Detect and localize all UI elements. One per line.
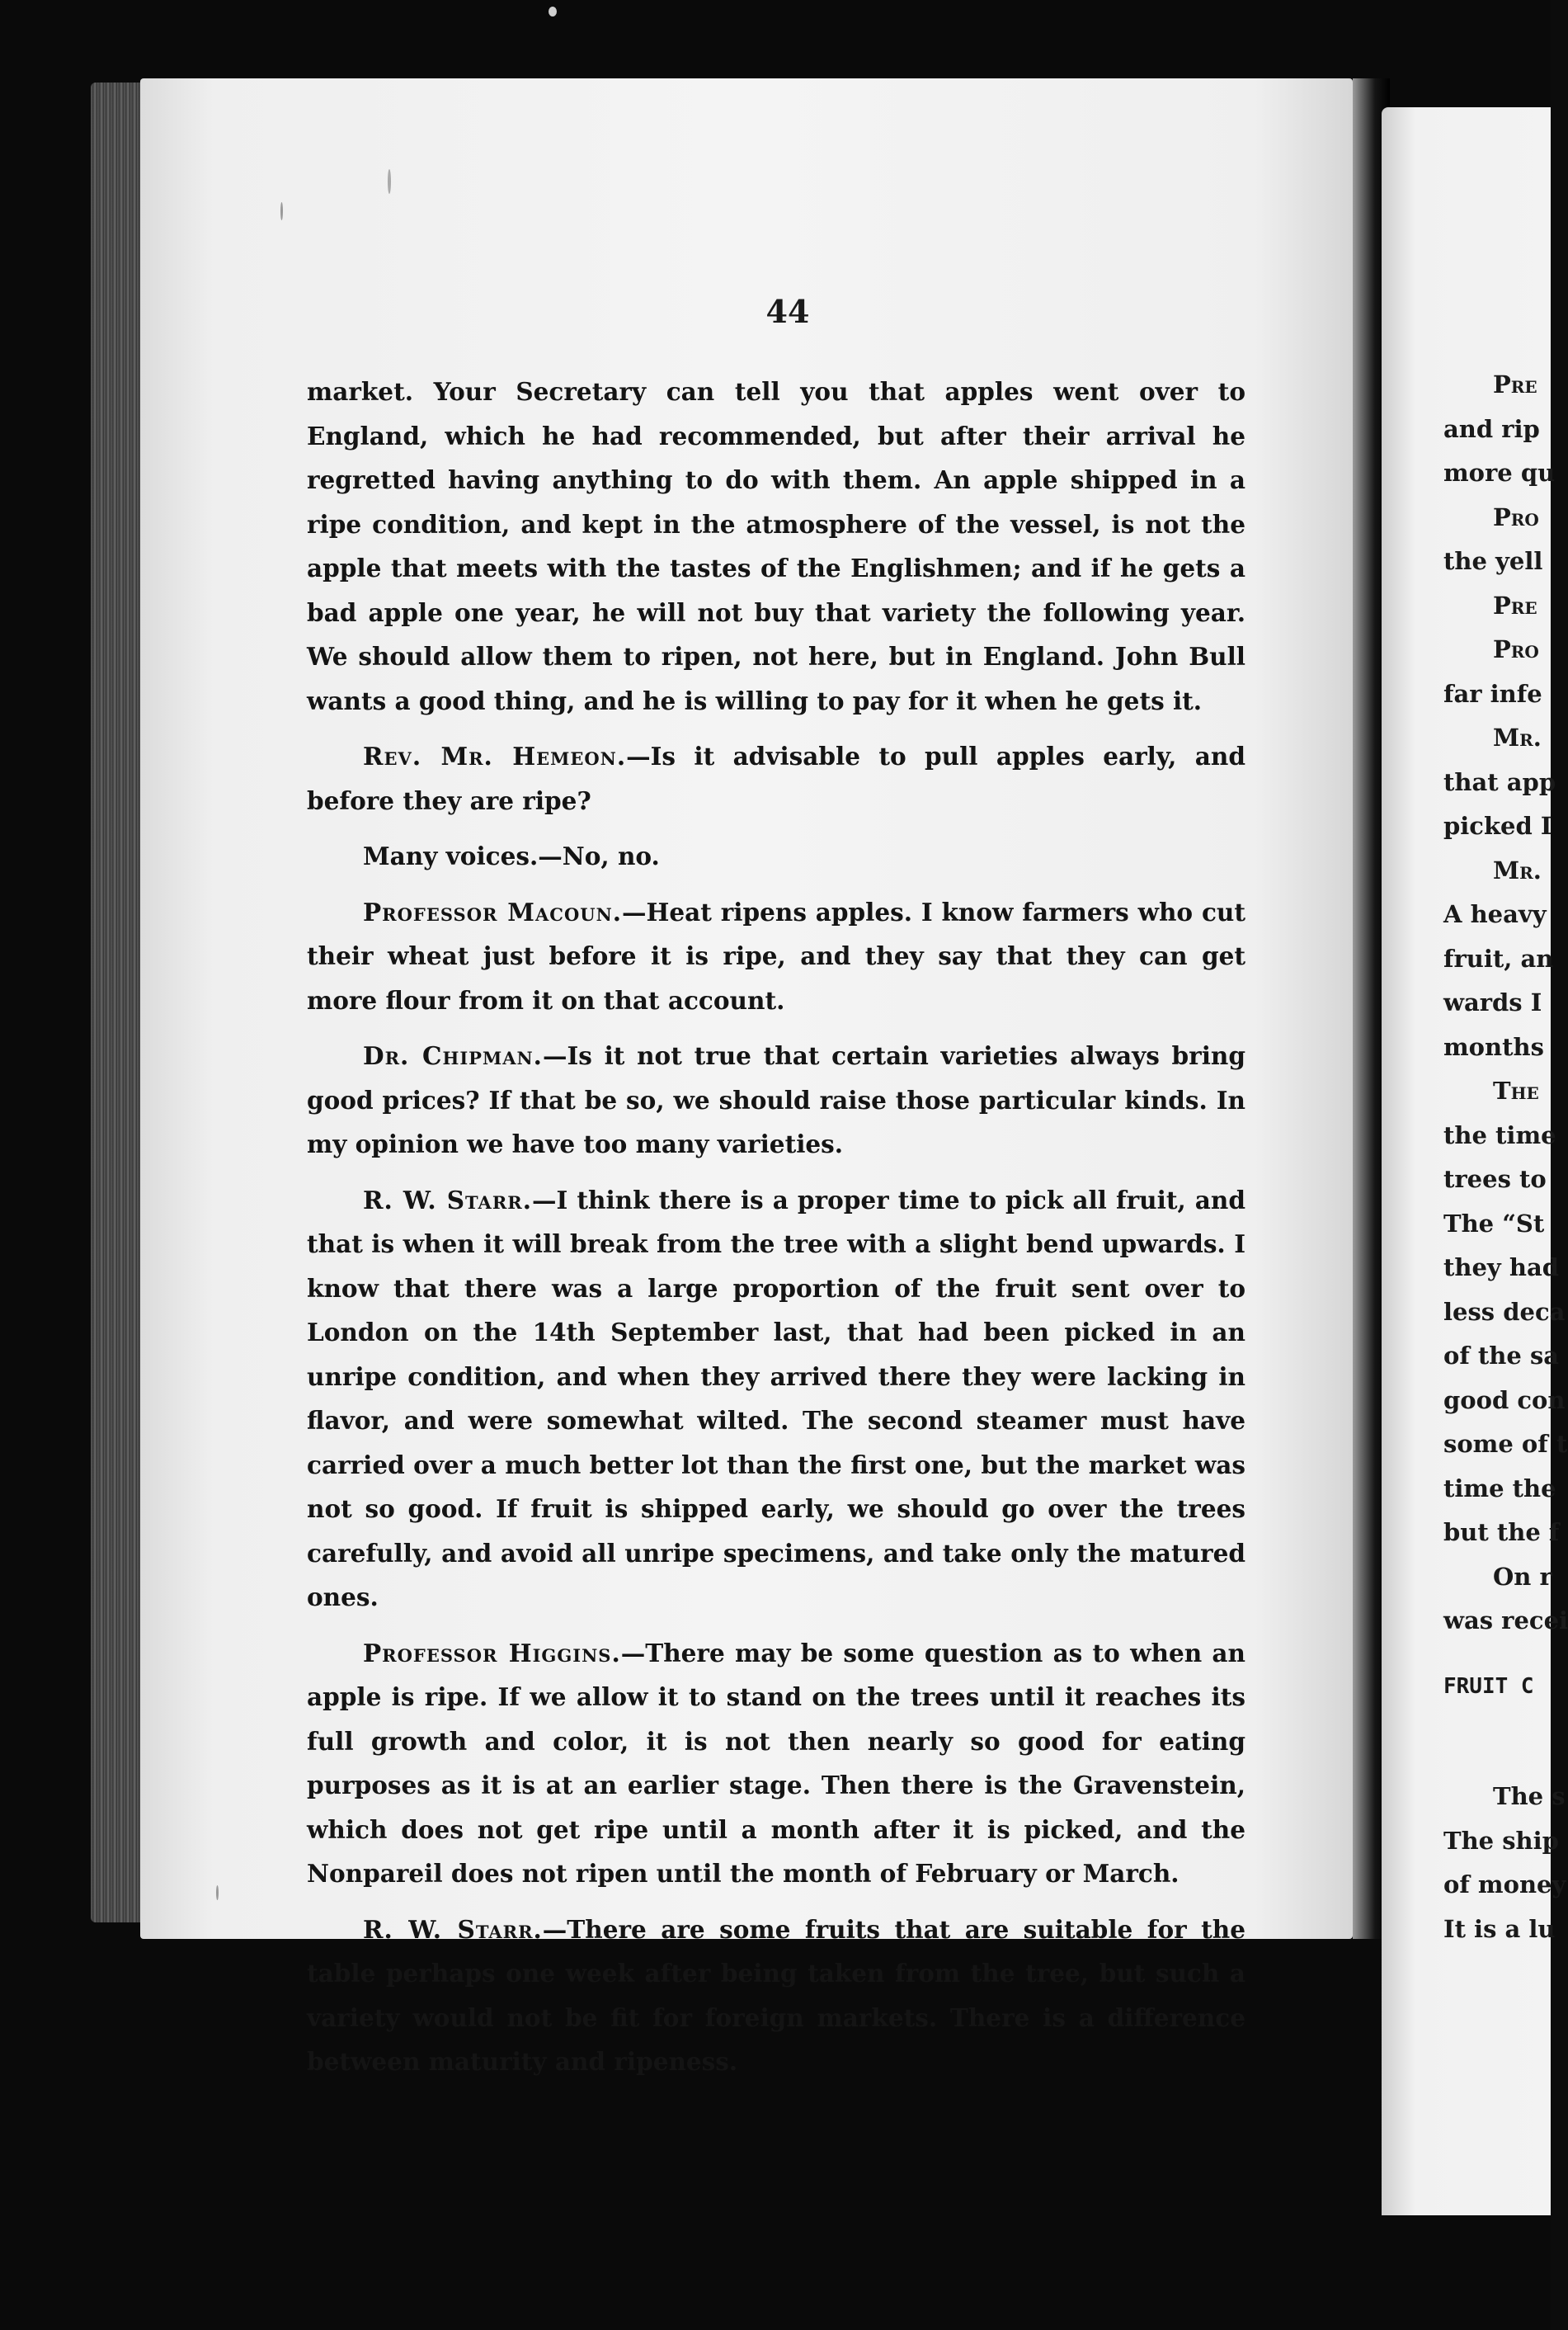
speaker-name: R. W. Starr. — [363, 1185, 532, 1215]
fragment: The s — [1493, 1782, 1566, 1810]
fragment: Pro — [1493, 502, 1539, 531]
paragraph — [307, 734, 1245, 823]
fragment: they had — [1443, 1253, 1560, 1281]
fragment: of money — [1443, 1870, 1566, 1898]
fragment: Pro — [1493, 635, 1539, 663]
fragment: good con — [1443, 1385, 1566, 1414]
fragment: The — [1493, 1077, 1539, 1105]
paragraph-text: —Is it advisable to pull apples early, and before they are ripe? — [307, 742, 1245, 815]
fragment: the time — [1443, 1120, 1556, 1149]
right-page-text-fragments — [1443, 363, 1568, 1951]
fragment: was recei — [1443, 1606, 1568, 1634]
paragraph-text: —I think there is a proper time to pick all fruit, and that is when it will break from the tree with a slight bend upwards. I know that there was a large proportion of the fruit sent over to London on the 14th September last, that had been picked in an unripe condition, and when they arrived there they were lacking in flavor, and were somewhat wilted. The second steamer must have carried over a much better lot than the first one, but the market was not so good. If fruit is shipped early, we should go over the trees carefully, and avoid all unripe specimens, and take only the matured ones. — [307, 1185, 1245, 1611]
speaker-name: Professor Macoun. — [363, 897, 623, 927]
paragraph — [307, 1631, 1245, 1896]
book-page-edges — [91, 83, 142, 1922]
fragment: fruit, an — [1443, 944, 1554, 973]
scan-speck — [388, 169, 391, 194]
page-number: 44 — [765, 293, 810, 330]
fragment: that app — [1443, 767, 1556, 796]
scan-speck — [216, 1885, 219, 1900]
paragraph-text: —There may be some question as to when an apple is ripe. If we allow it to stand on the trees until it reaches its full growth and color, it is not then nearly so good for eating purposes as it is at an earlier stage. Then there is the Gravenstein, which does not get ripe until a month after it is picked, and the Nonpareil does not ripen until the month of February or March. — [307, 1638, 1245, 1888]
fragment: Mr. — [1493, 724, 1542, 752]
paragraph — [307, 370, 1245, 723]
paragraph-text: —There are some fruits that are suitable for the table perhaps one week after being taken from the tree, but such a variety would not be fit for foreign markets. There is a difference between maturity and ripeness. — [307, 1914, 1245, 2076]
speaker-name: Professor Higgins. — [363, 1638, 621, 1667]
fragment: A heavy — [1443, 900, 1547, 928]
fragment: On r — [1493, 1562, 1552, 1591]
paragraph — [307, 1908, 1245, 2084]
scan-speck — [280, 202, 283, 220]
paragraph — [307, 1034, 1245, 1167]
fragment: It is a lu — [1443, 1914, 1556, 1943]
fragment: Pre — [1493, 591, 1537, 620]
fragment: less deca — [1443, 1297, 1566, 1326]
scan-speck — [549, 7, 557, 17]
speaker-name: Dr. Chipman. — [363, 1041, 543, 1070]
fragment: months — [1443, 1032, 1544, 1061]
fragment: Mr. — [1493, 856, 1542, 884]
fragment: more qu — [1443, 459, 1556, 487]
fragment: trees to — [1443, 1165, 1547, 1193]
fragment: The “St — [1443, 1209, 1545, 1238]
fragment: picked I — [1443, 812, 1552, 840]
fragment: the yell — [1443, 547, 1543, 575]
paragraph-text: market. Your Secretary can tell you that apples went over to England, which he had recommended, but after their arrival he regretted having anything to do with them. An apple shipped in a ripe condition, and kept in the atmosphere of the vessel, is not the apple that meets with the tastes of the Englishmen; and if he gets a bad apple one year, he will not buy that variety the following year. We should allow them to ripen, not here, but in England. John Bull wants a good thing, and he is willing to pay for it when he gets it. — [307, 377, 1245, 715]
spacer — [1443, 1709, 1559, 1775]
fragment: far infe — [1443, 679, 1542, 708]
paragraph — [307, 1178, 1245, 1620]
speaker-name: Rev. Mr. Hemeon. — [363, 742, 627, 771]
fragment: The ship — [1443, 1826, 1559, 1855]
paragraph-text: —Is it not true that certain varieties always bring good prices? If that be so, we should raise those particular kinds. In my opinion we have too many varieties. — [307, 1041, 1245, 1158]
fragment: but the f — [1443, 1518, 1560, 1546]
page-text — [307, 370, 1245, 2096]
speaker-name: R. W. Starr. — [363, 1914, 543, 1944]
paragraph-text: Many voices.—No, no. — [363, 842, 660, 870]
fragment: time the — [1443, 1474, 1556, 1502]
paragraph-text: —Heat ripens apples. I know farmers who cut their wheat just before it is ripe, and they say that they can get more flour from it on that account. — [307, 897, 1245, 1015]
spacer — [1443, 1644, 1559, 1665]
fragment: some of t — [1443, 1430, 1568, 1458]
paragraph — [307, 890, 1245, 1023]
fragment: wards I — [1443, 988, 1542, 1016]
fragment: Pre — [1493, 370, 1537, 399]
paragraph — [307, 834, 1245, 879]
fragment-heading: FRUIT C — [1443, 1673, 1534, 1699]
fragment: and rip — [1443, 414, 1540, 443]
fragment: of the sa — [1443, 1342, 1560, 1370]
